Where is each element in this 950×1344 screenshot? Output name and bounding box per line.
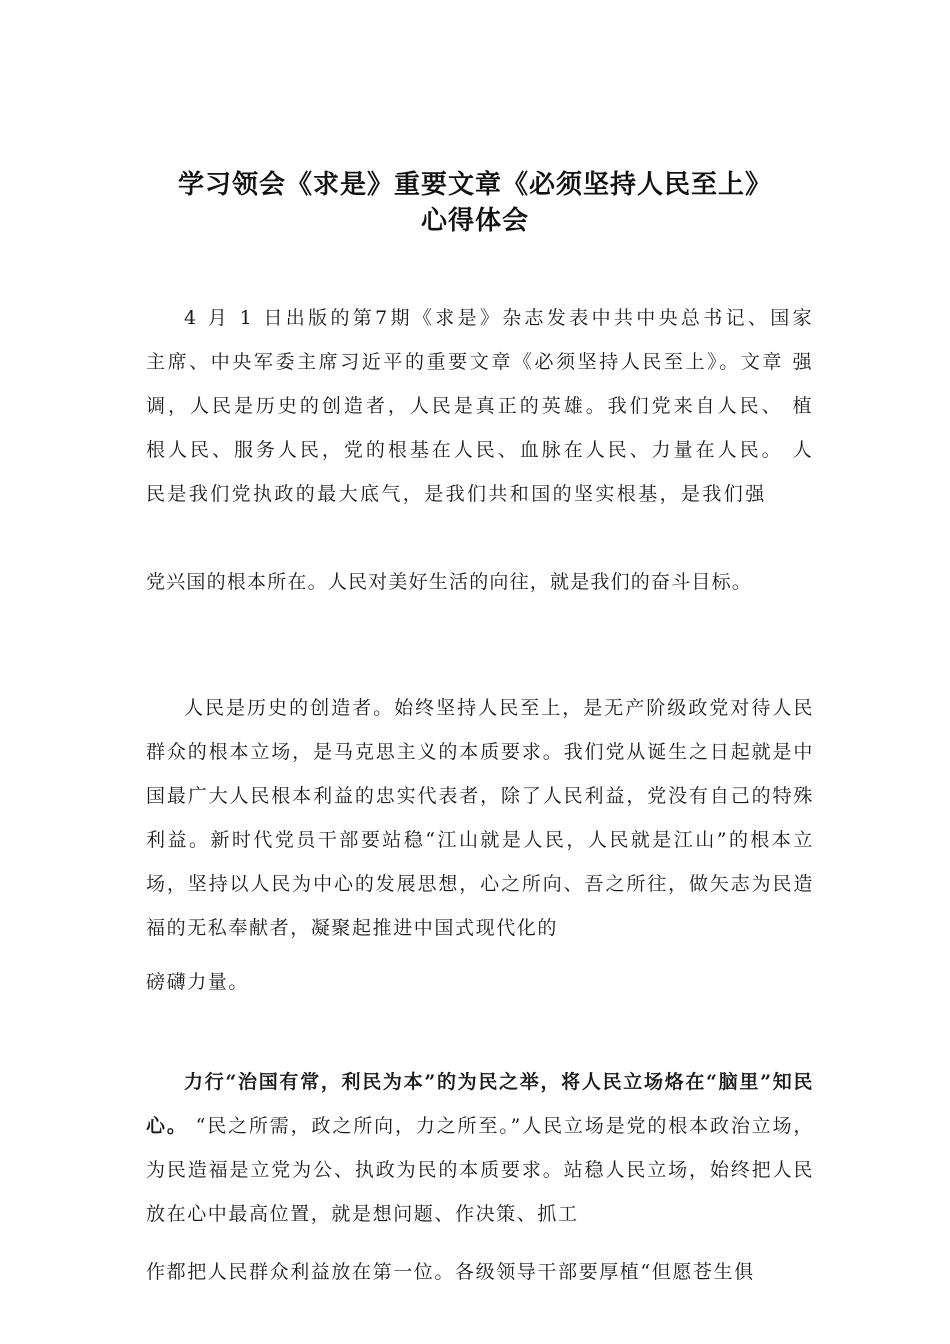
paragraph-1: 4 月 1 日出版的第7期《求是》杂志发表中共中央总书记、国家 主席、中央军委主席习近平的重要文章《必须坚持人民至上》。文章 强调，人民是历史的创造者，人民是真正的英雄。我们党来自人民、 植根人民、服务人民，党的根基在人民、血脉在人民、力量在人民。 人民是我们党执政的最大底气，是我们共和国的坚实根基，是我们强 [146,307,814,505]
paragraph-3-continuation: 作都把人民群众利益放在第一位。各级领导干部要厚植“但愿苍生俱 [146,1261,755,1283]
paragraph-3-bold-lead: 力行“治国有常，利民为本”的为民之举，将人民立场烙在“脑里”知民心。 [146,1071,814,1137]
paragraph-3-body: “民之所需，政之所向，力之所至。”人民立场是党的根本政治立场，为民造福是立党为公、执政为民的本质要求。站稳人民立场，始终把人民放在心中最高位置，就是想问题、作决策、抓工 [146,1115,815,1225]
paragraph-2-continuation: 磅礴力量。 [146,971,250,993]
paragraph-3 [146,1060,814,1236]
paragraph-2: 人民是历史的创造者。始终坚持人民至上，是无产阶级政党对待人民群众的根本立场，是马克思主义的本质要求。我们党从诞生之日起就是中国最广大人民根本利益的忠实代表者，除了人民利益，党没有自己的特殊利益。新时代党员干部要站稳“江山就是人民，人民就是江山”的根本立场，坚持以人民为中心的发展思想，心之所向、吾之所往，做矢志为民造福的无私奉献者，凝聚起推进中国式现代化的 [146,697,814,939]
document-title-line-2: 心得体会 [420,206,529,236]
paragraph-1-continuation: 党兴国的根本所在。人民对美好生活的向往，就是我们的奋斗目标。 [146,571,753,593]
document-title-line-1: 学习领会《求是》重要文章《必须坚持人民至上》 [177,170,772,200]
